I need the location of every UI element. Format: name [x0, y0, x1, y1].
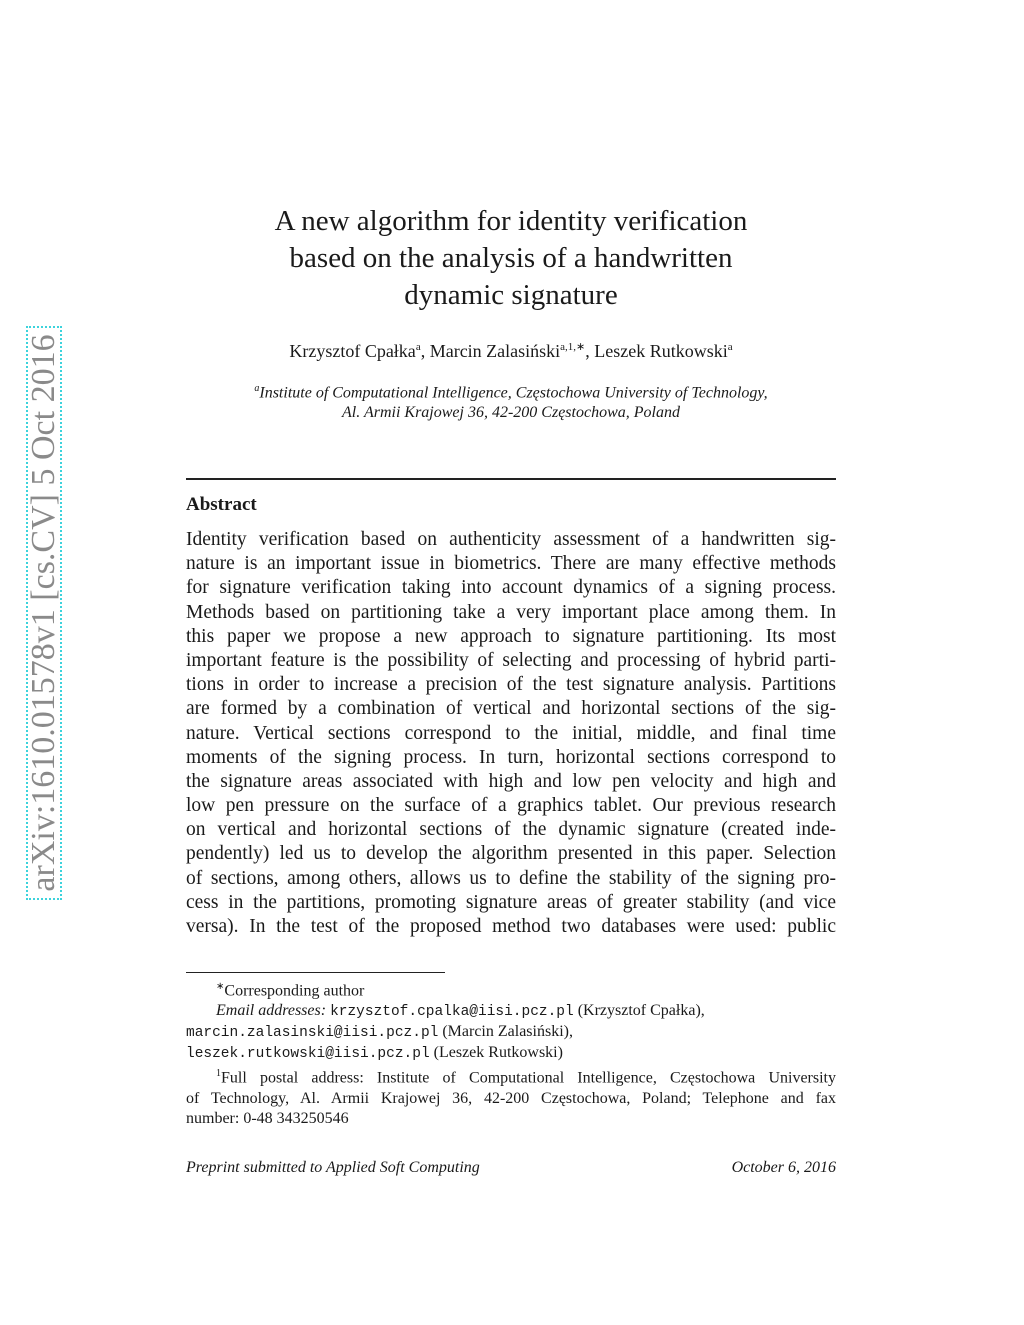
author-sup: a,1,∗ [560, 341, 586, 353]
abstract-line: important feature is the possibility of selecting and processing of hybrid parti- [186, 649, 836, 671]
email-link[interactable]: leszek.rutkowski@iisi.pcz.pl [186, 1046, 430, 1063]
email-owner: (Krzysztof Cpałka), [577, 1002, 705, 1020]
abstract-line: cess in the partitions, promoting signature areas of greater stability (and vice [186, 891, 836, 913]
footer-date: October 6, 2016 [731, 1159, 836, 1176]
footnotes [186, 977, 836, 1129]
footnote-mark: ∗ [216, 981, 225, 992]
corresponding-note: Corresponding author [224, 982, 365, 1000]
abstract-line: tions in order to increase a precision of the test signature analysis. Partitions [186, 674, 836, 696]
postal-line: of Technology, Al. Armii Krajowej 36, 42-200 Częstochowa, Poland; Telephone and fax [186, 1089, 836, 1107]
affiliation-line: Institute of Computational Intelligence, Częstochowa University of Technology, [259, 384, 768, 402]
abstract-line: versa). In the test of the proposed method two databases were used: public [186, 916, 836, 937]
arxiv-id: arXiv:1610.01578v1 [cs.CV] 5 Oct 2016 [25, 334, 62, 892]
abstract-heading: Abstract [186, 494, 257, 515]
author-name: Marcin Zalasiński [429, 341, 561, 361]
email-owner: (Leszek Rutkowski) [433, 1044, 563, 1062]
abstract-line: Identity verification based on authenticity assessment of a handwritten sig- [186, 529, 836, 550]
abstract-line: pendently) led us to develop the algorithm presented in this paper. Selection [186, 843, 836, 865]
preprint-note: Preprint submitted to Applied Soft Computing [186, 1159, 480, 1176]
title-line: based on the analysis of a handwritten [289, 242, 733, 274]
abstract-top-rule [186, 478, 836, 480]
abstract-line: on vertical and horizontal sections of the dynamic signature (created inde- [186, 819, 836, 841]
footnote-mark: 1 [216, 1068, 221, 1080]
author-name: Leszek Rutkowski [594, 341, 728, 361]
abstract-line: this paper we propose a new approach to signature partitioning. Its most [186, 625, 836, 647]
paper-title [186, 203, 836, 314]
abstract-line: are formed by a combination of vertical and horizontal sections of the sig- [186, 698, 836, 720]
abstract-line: the signature areas associated with high and low pen velocity and high and [186, 770, 836, 792]
author-sup: a [727, 341, 733, 353]
abstract-line: low pen pressure on the surface of a graphics tablet. Our previous research [186, 795, 836, 817]
affiliation-line: Al. Armii Krajowej 36, 42-200 Częstochowa, Poland [342, 404, 680, 422]
email-owner: (Marcin Zalasiński), [442, 1023, 573, 1041]
author-list: Krzysztof Cpałka$^a$, Marcin Zalasiński$^{a,1,∗}$, Leszek Rutkowski$^a$ [289, 341, 733, 361]
abstract-line: nature is an important issue in biometrics. There are many effective methods [186, 553, 836, 575]
arxiv-stamp [26, 326, 62, 900]
abstract-line: nature. Vertical sections correspond to the initial, middle, and final time [186, 722, 836, 744]
affiliation [186, 379, 836, 423]
email-label: Email addresses: [216, 1002, 327, 1020]
title-line: A new algorithm for identity verification [274, 205, 748, 237]
title-line: dynamic signature [404, 279, 618, 311]
email-link[interactable]: marcin.zalasinski@iisi.pcz.pl [186, 1025, 439, 1042]
abstract-line: moments of the signing process. In turn, horizontal sections correspond to [186, 746, 836, 768]
abstract-line: of sections, among others, allows us to define the stability of the signing pro- [186, 867, 836, 889]
email-link[interactable]: krzysztof.cpalka@iisi.pcz.pl [330, 1004, 574, 1021]
abstract-line: Methods based on partitioning take a very important place among them. In [186, 601, 836, 623]
page-footer [186, 1159, 836, 1177]
postal-line: number: 0-48 343250546 [186, 1109, 349, 1127]
author-name: Krzysztof Cpałka [289, 341, 416, 361]
abstract-line: for signature verification taking into account dynamics of a signing process. [186, 577, 836, 599]
author-sup: a [415, 341, 421, 353]
postal-line: Full postal address: Institute of Computational Intelligence, Częstochowa University [221, 1069, 836, 1087]
abstract-body [186, 528, 836, 939]
footnote-rule [186, 972, 445, 973]
affiliation-sup: a [254, 383, 260, 394]
